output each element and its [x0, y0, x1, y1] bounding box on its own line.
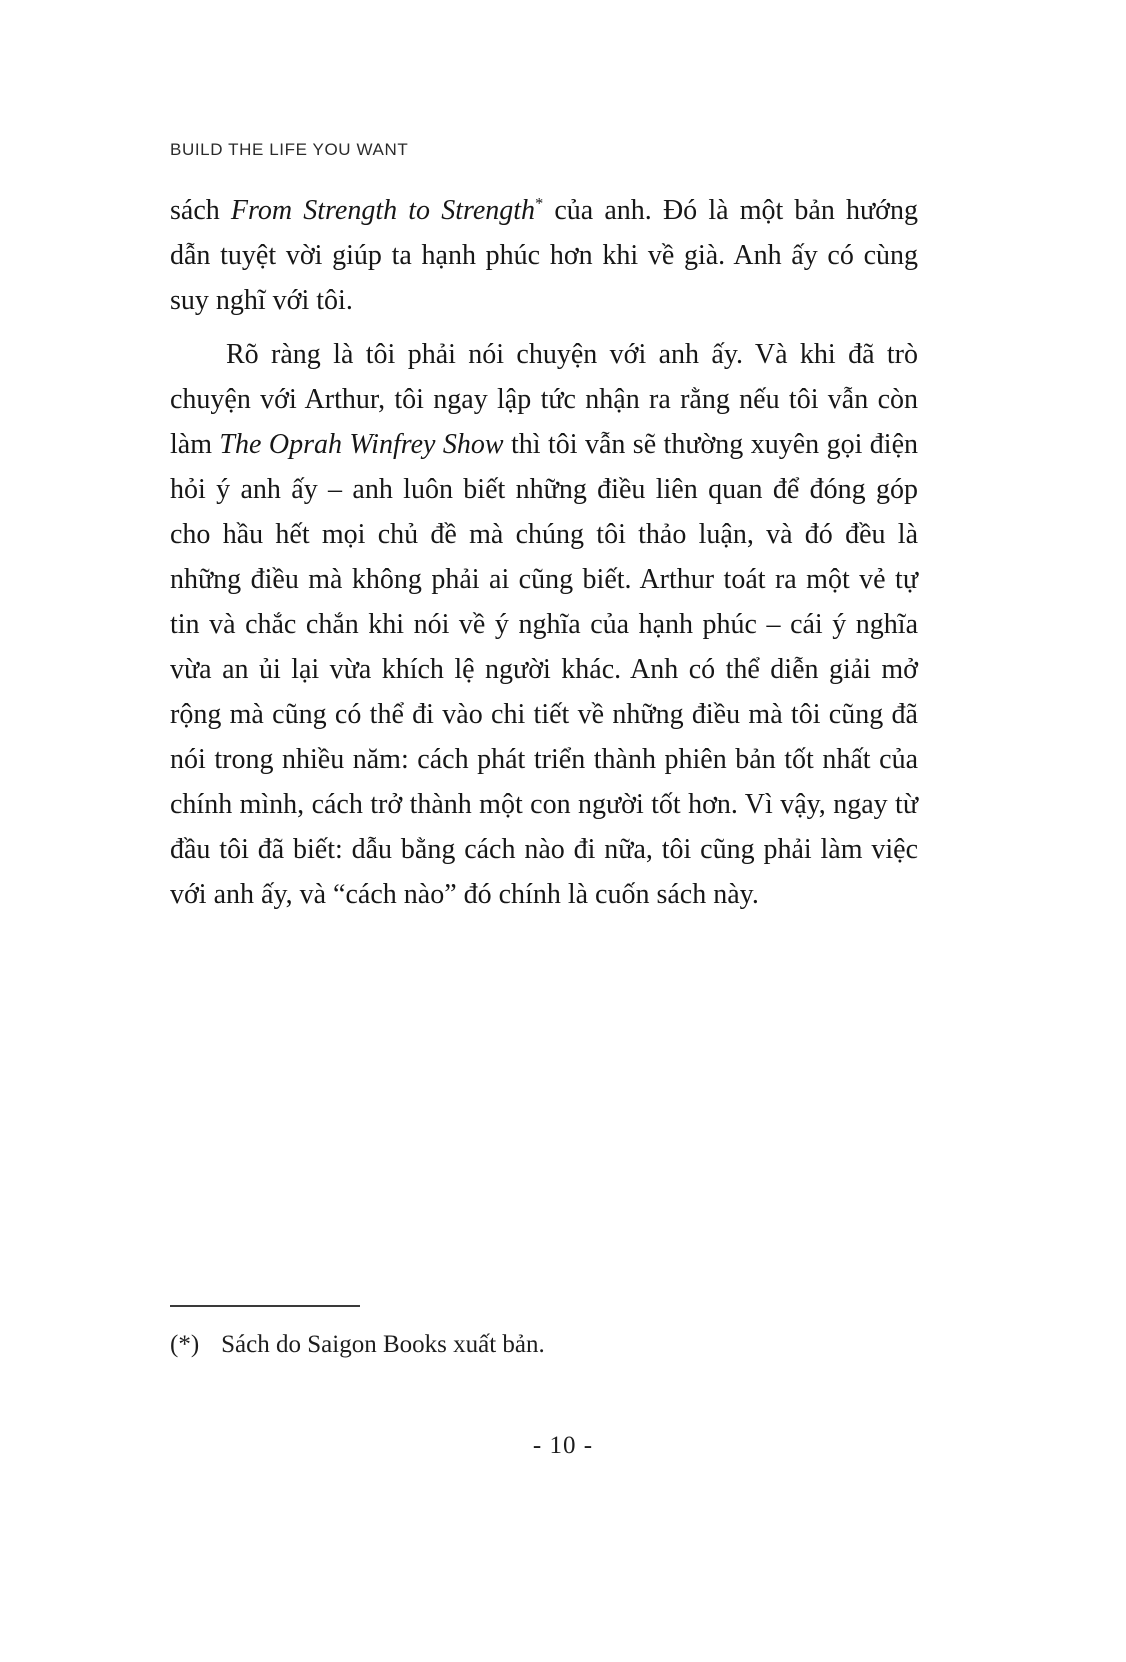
paragraph: Rõ ràng là tôi phải nói chuyện với anh ấy. Và khi đã trò chuyện với Arthur, tôi ngay lập tức nhận ra rằng nếu tôi vẫn còn làm The Oprah Winfrey Show thì tôi vẫn sẽ thường xuyên gọi điện hỏi ý anh ấy – anh luôn biết những điều liên quan để đóng góp cho hầu hết mọi chủ đề mà chúng tôi thảo luận, và đó đều là những điều mà không phải ai cũng biết. Arthur toát ra một vẻ tự tin và chắc chắn khi nói về ý nghĩa của hạnh phúc – cái ý nghĩa vừa an ủi lại vừa khích lệ người khác. Anh có thể diễn giải mở rộng mà cũng có thể đi vào chi tiết về những điều mà tôi cũng đã nói trong nhiều năm: cách phát triển thành phiên bản tốt nhất của chính mình, cách trở thành một con người tốt hơn. Vì vậy, ngay từ đầu tôi đã biết: dẫu bằng cách nào đi nữa, tôi cũng phải làm việc với anh ấy, và “cách nào” đó chính là cuốn sách này. — [170, 339, 918, 910]
footnote-text: Sách do Saigon Books xuất bản. — [221, 1331, 545, 1358]
footnote-section — [170, 1305, 918, 1359]
footnote-rule — [170, 1305, 360, 1307]
footnote — [170, 1331, 918, 1359]
body-text — [170, 188, 918, 926]
page-number: - 10 - — [532, 1432, 594, 1459]
running-header: BUILD THE LIFE YOU WANT — [170, 140, 409, 159]
paragraph: sách From Strength to Strength* của anh. Đó là một bản hướng dẫn tuyệt vời giúp ta hạnh phúc hơn khi về già. Anh ấy có cùng suy nghĩ với tôi. — [170, 194, 918, 316]
footnote-marker: (*) — [170, 1331, 200, 1358]
